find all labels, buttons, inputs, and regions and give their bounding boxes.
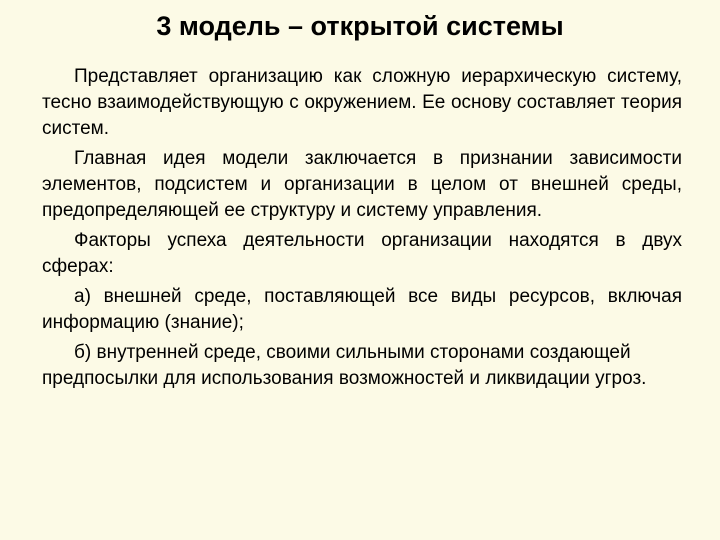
paragraph-success-factors: Факторы успеха деятельности организации находятся в двух сферах: (42, 230, 682, 277)
paragraph-open-system-definition: Представляет организацию как сложную иерархическую систему, тесно взаимодействующую с окружением. Ее основу составляет теория систем. (42, 66, 682, 139)
paragraph-external-environment: а) внешней среде, поставляющей все виды ресурсов, включая информацию (знание); (42, 286, 682, 333)
paragraph-internal-environment: б) внутренней среде, своими сильными сторонами создающей предпосылки для использования возможностей и ликвидации угроз. (42, 342, 647, 389)
slide-title: 3 модель – открытой системы (156, 11, 564, 41)
paragraph-main-idea: Главная идея модели заключается в признании зависимости элементов, подсистем и организации в целом от внешней среды, предопределяющей ее структуру и систему управления. (42, 148, 682, 221)
slide-body (42, 64, 682, 396)
